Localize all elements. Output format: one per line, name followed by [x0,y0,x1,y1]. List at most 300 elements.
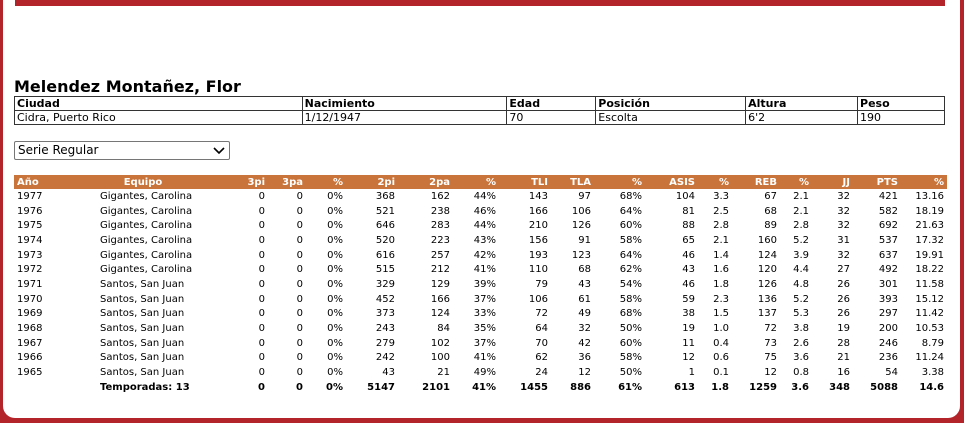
stats-cell-asis-avg: 1.0 [713,323,729,335]
table-row [14,262,947,277]
stats-cell-2p-pct: 33% [473,308,496,320]
stats-cell-2pa: 84 [437,323,450,335]
stats-cell-2pa: 102 [430,337,450,349]
stats-cell-2pi: 452 [375,293,395,305]
stats-total-pts: 5088 [870,381,898,393]
stats-total-2pa: 2101 [422,381,450,393]
stats-cell-tla: 126 [571,220,591,232]
stats-cell-3pi: 0 [258,264,265,276]
stats-cell-2p-pct: 43% [473,234,496,246]
chevron-down-icon [212,142,226,164]
stats-cell-ano: 1970 [17,293,43,305]
stats-cell-pts: 692 [878,220,898,232]
stats-cell-3pa: 0 [296,278,303,290]
stats-cell-reb-avg: 5.3 [793,308,809,320]
stats-cell-asis: 38 [682,308,695,320]
info-value-edad: 70 [507,111,596,125]
stats-cell-asis-avg: 0.6 [713,352,729,364]
stats-cell-ano: 1969 [17,308,43,320]
stats-cell-3p-pct: 0% [327,278,343,290]
stats-cell-ano: 1975 [17,220,43,232]
stats-cell-ano: 1967 [17,337,43,349]
stats-cell-tla: 32 [578,323,591,335]
stats-cell-asis-avg: 0.1 [713,367,729,379]
stats-cell-3p-pct: 0% [327,337,343,349]
stats-cell-asis-avg: 3.3 [713,190,729,202]
stats-header-3pa: 3pa [268,175,306,189]
stats-cell-ano: 1968 [17,323,43,335]
stats-cell-asis: 1 [688,367,695,379]
stats-cell-3p-pct: 0% [327,190,343,202]
stats-cell-tl-pct: 60% [619,337,642,349]
stats-cell-3p-pct: 0% [327,249,343,261]
stats-header-2pa: 2pa [398,175,453,189]
table-row [14,365,947,380]
stats-cell-team: Santos, San Juan [100,278,185,290]
info-header-peso: Peso [858,97,945,111]
stats-cell-asis: 12 [682,352,695,364]
stats-cell-3pi: 0 [258,337,265,349]
stats-cell-ano: 1976 [17,205,43,217]
table-row [14,218,947,233]
stats-total-reb-avg: 3.6 [791,381,809,393]
stats-total-reb: 1259 [749,381,777,393]
stats-cell-2p-pct: 41% [473,264,496,276]
stats-cell-asis: 43 [682,264,695,276]
table-row [14,277,947,292]
stats-cell-2p-pct: 49% [473,367,496,379]
stats-cell-reb: 67 [764,190,777,202]
info-value-peso: 190 [858,111,945,125]
stats-cell-2pa: 162 [430,190,450,202]
stats-total-row [14,380,947,395]
season-type-selected: Serie Regular [18,143,99,157]
table-row [14,248,947,263]
stats-cell-reb-avg: 2.1 [793,190,809,202]
stats-cell-3pi: 0 [258,352,265,364]
stats-cell-3pa: 0 [296,249,303,261]
stats-header-tla: TLA [551,175,594,189]
season-type-select[interactable] [14,141,230,160]
stats-cell-pts: 297 [878,308,898,320]
stats-cell-team: Santos, San Juan [100,308,185,320]
stats-header-3p-pct: % [306,175,346,189]
stats-cell-team: Gigantes, Carolina [100,205,193,217]
stats-cell-tli: 79 [535,278,548,290]
stats-cell-reb: 75 [764,352,777,364]
stats-cell-3pi: 0 [258,323,265,335]
table-row [14,321,947,336]
stats-cell-tl-pct: 50% [619,323,642,335]
stats-cell-team: Gigantes, Carolina [100,190,193,202]
stats-cell-3p-pct: 0% [327,293,343,305]
stats-header-ano: Año [14,175,54,189]
stats-cell-jj: 27 [837,264,850,276]
table-row [14,336,947,351]
stats-cell-pts-avg: 11.24 [915,352,944,364]
stats-header-pts: PTS [853,175,901,189]
stats-cell-tli: 110 [528,264,548,276]
stats-total-tl-pct: 61% [618,381,642,393]
stats-total-pts-avg: 14.6 [919,381,944,393]
stats-cell-3pi: 0 [258,220,265,232]
stats-cell-jj: 28 [837,337,850,349]
stats-cell-team: Santos, San Juan [100,323,185,335]
stats-cell-3pi: 0 [258,205,265,217]
stats-cell-tla: 97 [578,190,591,202]
stats-cell-tli: 64 [535,323,548,335]
stats-cell-pts: 393 [878,293,898,305]
stats-cell-reb: 12 [764,367,777,379]
stats-cell-pts-avg: 10.53 [915,323,944,335]
stats-cell-pts-avg: 8.79 [921,337,944,349]
stats-cell-ano: 1973 [17,249,43,261]
stats-cell-pts: 582 [878,205,898,217]
stats-cell-tli: 70 [535,337,548,349]
stats-cell-tli: 62 [535,352,548,364]
stats-cell-3pa: 0 [296,190,303,202]
stats-cell-tl-pct: 54% [619,278,642,290]
stats-cell-asis: 46 [682,249,695,261]
stats-cell-3pa: 0 [296,352,303,364]
stats-cell-tl-pct: 58% [619,234,642,246]
stats-cell-tla: 42 [578,337,591,349]
stats-cell-tl-pct: 50% [619,367,642,379]
stats-cell-jj: 32 [837,249,850,261]
info-value-altura: 6'2 [746,111,858,125]
stats-header-reb: REB [732,175,780,189]
stats-total-jj: 348 [829,381,850,393]
stats-cell-3pi: 0 [258,234,265,246]
stats-cell-2pa: 166 [430,293,450,305]
table-row [14,189,947,204]
stats-cell-3pi: 0 [258,278,265,290]
stats-cell-reb-avg: 2.8 [793,220,809,232]
stats-cell-2p-pct: 44% [473,220,496,232]
stats-cell-3p-pct: 0% [327,205,343,217]
stats-cell-2p-pct: 37% [473,293,496,305]
stats-cell-pts: 246 [878,337,898,349]
stats-cell-tl-pct: 68% [619,308,642,320]
stats-cell-3p-pct: 0% [327,352,343,364]
table-row [14,233,947,248]
stats-cell-pts-avg: 17.32 [915,234,944,246]
table-row [14,351,947,366]
table-row [14,307,947,322]
stats-cell-2pa: 212 [430,264,450,276]
stats-cell-tla: 36 [578,352,591,364]
stats-cell-2pi: 368 [375,190,395,202]
stats-cell-pts: 54 [885,367,898,379]
stats-cell-asis-avg: 1.8 [713,278,729,290]
stats-cell-reb-avg: 5.2 [793,234,809,246]
info-header-nacimiento: Nacimiento [302,97,507,111]
stats-cell-asis: 19 [682,323,695,335]
stats-cell-team: Santos, San Juan [100,367,185,379]
stats-cell-2p-pct: 39% [473,278,496,290]
stats-cell-2p-pct: 46% [473,205,496,217]
stats-cell-team: Santos, San Juan [100,337,185,349]
stats-cell-pts: 421 [878,190,898,202]
info-value-nacimiento: 1/12/1947 [302,111,507,125]
info-value-posicion: Escolta [596,111,746,125]
stats-cell-jj: 26 [837,278,850,290]
stats-total-tli: 1455 [520,381,548,393]
stats-total-asis-avg: 1.8 [711,381,729,393]
stats-cell-tli: 156 [528,234,548,246]
stats-cell-asis-avg: 1.5 [713,308,729,320]
stats-cell-2p-pct: 42% [473,249,496,261]
stats-cell-3pa: 0 [296,323,303,335]
stats-cell-3pi: 0 [258,249,265,261]
info-header-edad: Edad [507,97,596,111]
stats-cell-3p-pct: 0% [327,367,343,379]
stats-cell-pts-avg: 11.42 [915,308,944,320]
stats-cell-tla: 49 [578,308,591,320]
stats-cell-jj: 31 [837,234,850,246]
info-header-ciudad: Ciudad [15,97,303,111]
stats-cell-ano: 1965 [17,367,43,379]
stats-header-tli: TLI [499,175,551,189]
stats-total-3pi: 0 [258,381,265,393]
stats-cell-asis: 81 [682,205,695,217]
info-header-row [15,97,945,111]
stats-cell-team: Santos, San Juan [100,293,185,305]
stats-cell-tl-pct: 64% [619,249,642,261]
stats-cell-ano: 1972 [17,264,43,276]
stats-cell-2pa: 21 [437,367,450,379]
stats-cell-asis: 59 [682,293,695,305]
stats-cell-pts-avg: 19.91 [915,249,944,261]
header-stripe [15,0,945,6]
stats-cell-reb: 137 [757,308,777,320]
stats-cell-tli: 166 [528,205,548,217]
stats-cell-reb: 124 [757,249,777,261]
stats-cell-pts: 200 [878,323,898,335]
stats-cell-2pi: 515 [375,264,395,276]
stats-cell-2pi: 242 [375,352,395,364]
stats-cell-2pi: 616 [375,249,395,261]
stats-cell-reb: 136 [757,293,777,305]
stats-header-jj: JJ [812,175,853,189]
stats-cell-tla: 91 [578,234,591,246]
stats-cell-3pa: 0 [296,337,303,349]
stats-cell-2pa: 223 [430,234,450,246]
stats-header-3pi: 3pi [232,175,268,189]
stats-cell-pts-avg: 18.22 [915,264,944,276]
stats-cell-team: Gigantes, Carolina [100,264,193,276]
stats-cell-tla: 123 [571,249,591,261]
stats-cell-jj: 19 [837,323,850,335]
stats-cell-reb: 73 [764,337,777,349]
stats-header-team: Equipo [54,175,232,189]
stats-cell-reb: 68 [764,205,777,217]
stats-cell-2pi: 373 [375,308,395,320]
stats-cell-asis-avg: 2.1 [713,234,729,246]
stats-header-pts-avg: % [901,175,947,189]
stats-header-asis: ASIS [645,175,698,189]
stats-cell-3pi: 0 [258,308,265,320]
table-row [14,204,947,219]
stats-cell-reb-avg: 3.8 [793,323,809,335]
stats-header-row [14,175,947,189]
stats-cell-pts-avg: 21.63 [915,220,944,232]
stats-cell-reb-avg: 3.6 [793,352,809,364]
stats-header-2p-pct: % [453,175,499,189]
stats-cell-tla: 106 [571,205,591,217]
stats-cell-2p-pct: 37% [473,337,496,349]
table-row [14,292,947,307]
stats-cell-tl-pct: 58% [619,352,642,364]
stats-cell-3pa: 0 [296,264,303,276]
stats-cell-pts: 637 [878,249,898,261]
stats-cell-2pi: 243 [375,323,395,335]
stats-header-2pi: 2pi [346,175,398,189]
stats-cell-asis-avg: 1.4 [713,249,729,261]
stats-cell-tli: 24 [535,367,548,379]
stats-cell-2pa: 238 [430,205,450,217]
stats-cell-3pa: 0 [296,220,303,232]
stats-cell-tl-pct: 58% [619,293,642,305]
stats-cell-asis: 88 [682,220,695,232]
stats-cell-jj: 32 [837,205,850,217]
stats-cell-reb-avg: 3.9 [793,249,809,261]
stats-cell-ano: 1977 [17,190,43,202]
stats-total-2p-pct: 41% [472,381,496,393]
stats-cell-pts-avg: 3.38 [921,367,944,379]
stats-cell-reb-avg: 4.8 [793,278,809,290]
stats-cell-tla: 68 [578,264,591,276]
stats-cell-tl-pct: 60% [619,220,642,232]
stats-total-tla: 886 [570,381,591,393]
stats-cell-jj: 32 [837,220,850,232]
stats-cell-reb-avg: 4.4 [793,264,809,276]
stats-cell-pts: 537 [878,234,898,246]
stats-cell-asis-avg: 0.4 [713,337,729,349]
stats-cell-asis: 46 [682,278,695,290]
stats-cell-jj: 32 [837,190,850,202]
stats-cell-pts-avg: 15.12 [915,293,944,305]
stats-cell-asis-avg: 1.6 [713,264,729,276]
stats-cell-2pi: 521 [375,205,395,217]
stats-cell-tl-pct: 62% [619,264,642,276]
stats-cell-tli: 106 [528,293,548,305]
stats-cell-tla: 12 [578,367,591,379]
stats-cell-reb: 126 [757,278,777,290]
stats-cell-pts: 492 [878,264,898,276]
stats-cell-2p-pct: 35% [473,323,496,335]
stats-cell-team: Gigantes, Carolina [100,234,193,246]
info-value-ciudad: Cidra, Puerto Rico [15,111,303,125]
content-panel [3,0,960,418]
stats-cell-3pi: 0 [258,293,265,305]
stats-cell-2p-pct: 41% [473,352,496,364]
stats-cell-pts: 301 [878,278,898,290]
stats-total-3pa: 0 [296,381,303,393]
stats-cell-3pa: 0 [296,234,303,246]
info-header-altura: Altura [746,97,858,111]
stats-cell-ano: 1971 [17,278,43,290]
stats-cell-pts-avg: 13.16 [915,190,944,202]
info-header-posicion: Posición [596,97,746,111]
stats-cell-3p-pct: 0% [327,264,343,276]
stats-cell-2pa: 283 [430,220,450,232]
stats-cell-pts-avg: 18.19 [915,205,944,217]
stats-cell-reb-avg: 5.2 [793,293,809,305]
stats-cell-reb: 72 [764,323,777,335]
stats-cell-2p-pct: 44% [473,190,496,202]
stats-cell-asis: 65 [682,234,695,246]
stats-cell-tla: 43 [578,278,591,290]
stats-cell-2pa: 257 [430,249,450,261]
stats-cell-2pi: 646 [375,220,395,232]
stats-cell-team: Gigantes, Carolina [100,249,193,261]
stats-cell-reb: 89 [764,220,777,232]
stats-cell-tl-pct: 64% [619,205,642,217]
stats-cell-3pa: 0 [296,308,303,320]
stats-header-tl-pct: % [594,175,645,189]
stats-cell-2pi: 279 [375,337,395,349]
stats-cell-2pi: 329 [375,278,395,290]
stats-cell-3p-pct: 0% [327,234,343,246]
stats-cell-ano: 1974 [17,234,43,246]
stats-cell-3pi: 0 [258,190,265,202]
stats-cell-reb-avg: 2.1 [793,205,809,217]
stats-total-ano [14,380,54,395]
stats-cell-2pa: 129 [430,278,450,290]
stats-cell-3pa: 0 [296,205,303,217]
stats-total-2pi: 5147 [367,381,395,393]
stats-cell-3p-pct: 0% [327,220,343,232]
stats-cell-tl-pct: 68% [619,190,642,202]
stats-cell-team: Gigantes, Carolina [100,220,193,232]
stats-cell-team: Santos, San Juan [100,352,185,364]
stats-cell-2pa: 100 [430,352,450,364]
stats-total-3p-pct: 0% [326,381,343,393]
stats-cell-2pi: 520 [375,234,395,246]
stats-cell-reb-avg: 2.6 [793,337,809,349]
stats-cell-2pa: 124 [430,308,450,320]
info-value-row [15,111,945,125]
stats-cell-tla: 61 [578,293,591,305]
stats-cell-reb: 160 [757,234,777,246]
stats-header-reb-avg: % [780,175,812,189]
stats-cell-ano: 1966 [17,352,43,364]
stats-cell-3pa: 0 [296,293,303,305]
stats-cell-pts-avg: 11.58 [915,278,944,290]
stats-cell-asis: 104 [675,190,695,202]
stats-cell-jj: 26 [837,308,850,320]
player-name: Melendez Montañez, Flor [14,77,241,96]
stats-cell-2pi: 43 [382,367,395,379]
stats-cell-3pi: 0 [258,367,265,379]
stats-cell-jj: 16 [837,367,850,379]
stats-cell-reb: 120 [757,264,777,276]
stats-cell-tli: 143 [528,190,548,202]
stats-cell-pts: 236 [878,352,898,364]
player-info-table [14,96,945,125]
stats-cell-3pa: 0 [296,367,303,379]
stats-cell-jj: 21 [837,352,850,364]
stats-cell-asis: 11 [682,337,695,349]
stats-total-asis: 613 [674,381,695,393]
stats-cell-3p-pct: 0% [327,323,343,335]
stats-cell-jj: 26 [837,293,850,305]
stats-cell-asis-avg: 2.5 [713,205,729,217]
stats-cell-3p-pct: 0% [327,308,343,320]
stats-table [14,175,947,395]
stats-cell-tli: 210 [528,220,548,232]
